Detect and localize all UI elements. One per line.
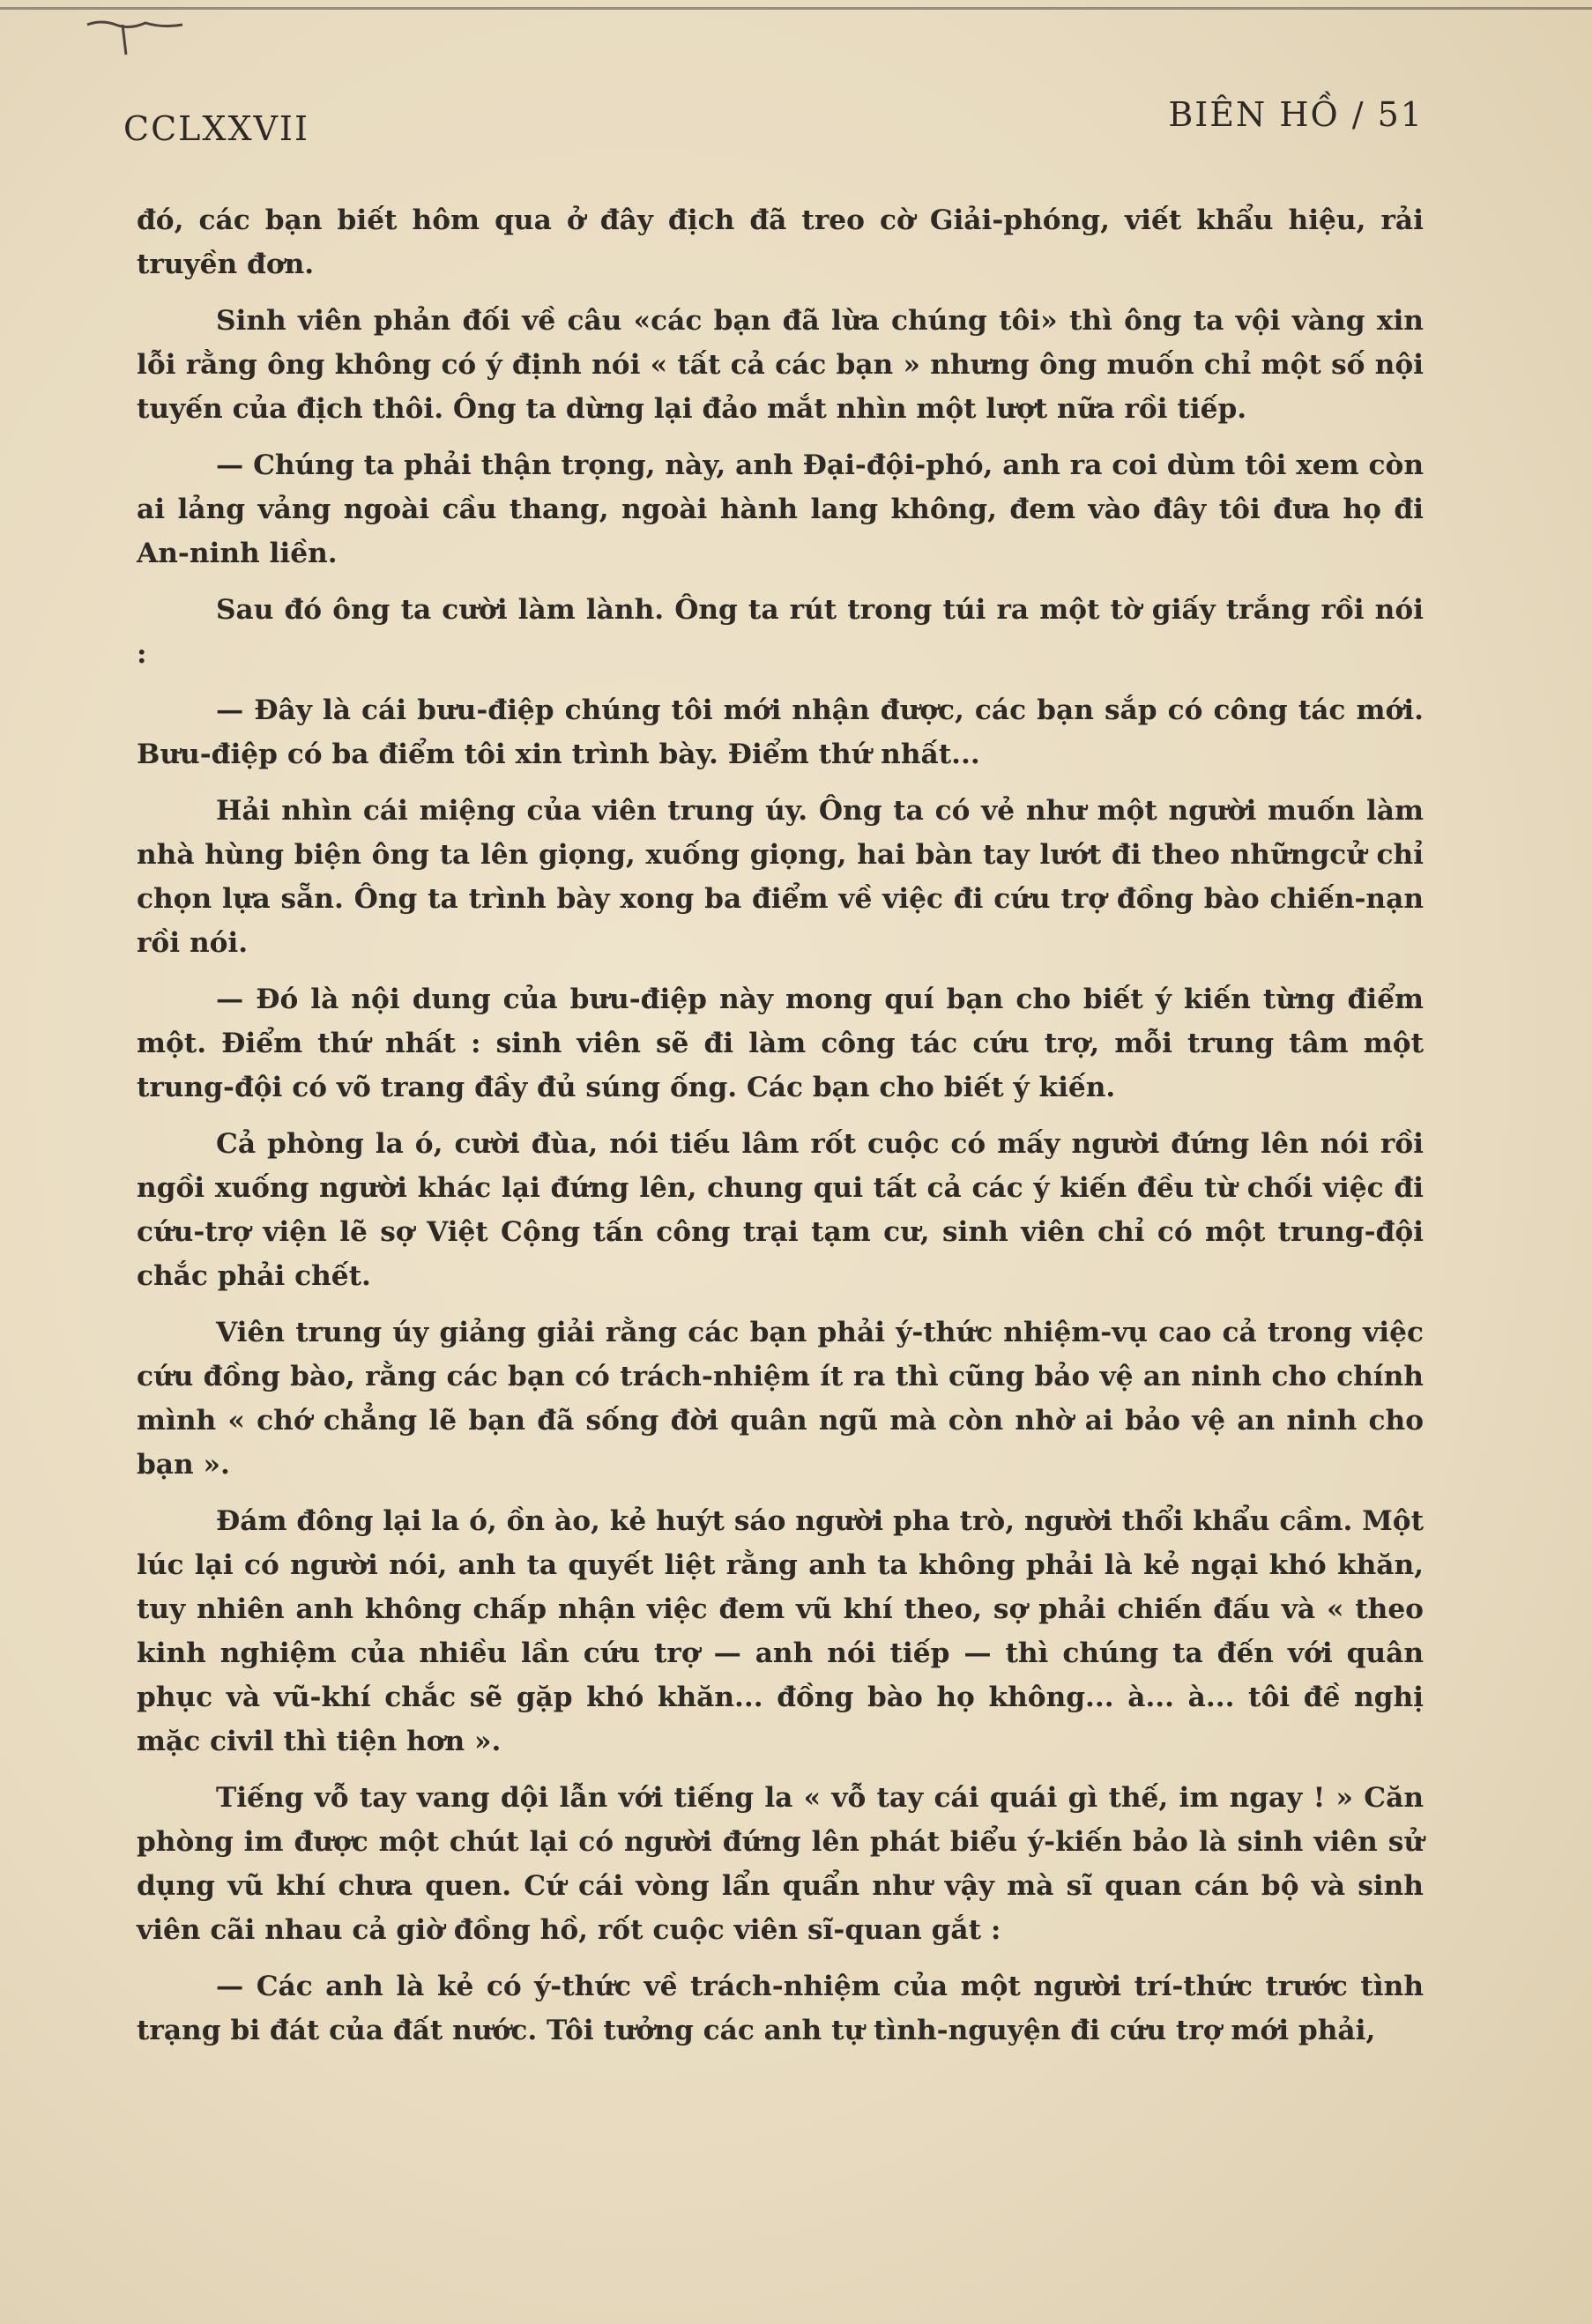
paragraph: Cả phòng la ó, cười đùa, nói tiếu lâm rốt cuộc có mấy người đứng lên nói rồi ngồi xuống người khác lại đứng lên, chung qui tất cả các ý kiến đều từ chối việc đi cứu-trợ viện lẽ sợ Việt Cộng tấn công trại tạm cư, sinh viên chỉ có một trung-đội chắc phải chết. [137,1128,1424,1292]
paragraph: — Chúng ta phải thận trọng, này, anh Đại-đội-phó, anh ra coi dùm tôi xem còn ai lảng vảng ngoài cầu thang, ngoài hành lang không, đem vào đây tôi đưa họ đi An-ninh liền. [137,449,1424,569]
running-title-page-number: BIÊN HỒ / 51 [1168,95,1424,134]
paragraph: Sinh viên phản đối về câu «các bạn đã lừa chúng tôi» thì ông ta vội vàng xin lỗi rằng ông không có ý định nói « tất cả các bạn » nhưng ông muốn chỉ một số nội tuyến của địch thôi. Ông ta dừng lại đảo mắt nhìn một lượt nữa rồi tiếp. [137,305,1424,425]
paragraph: Sau đó ông ta cười làm lành. Ông ta rút trong túi ra một tờ giấy trắng rồi nói : [137,594,1424,670]
chapter-number: CCLXXVII [123,109,309,148]
paragraph: Tiếng vỗ tay vang dội lẫn với tiếng la « vỗ tay cái quái gì thế, im ngay ! » Căn phòng im được một chút lại có người đứng lên phát biểu ý-kiến bảo là sinh viên sử dụng vũ khí chưa quen. Cứ cái vòng lẩn quẩn như vậy mà sĩ quan cán bộ và sinh viên cãi nhau cả giờ đồng hồ, rốt cuộc viên sĩ-quan gắt : [137,1782,1424,1946]
body-text [137,198,1424,2065]
paragraph: — Các anh là kẻ có ý-thức về trách-nhiệm của một người trí-thức trước tình trạng bi đát của đất nước. Tôi tưởng các anh tự tình-nguyện đi cứu trợ mới phải, [137,1971,1424,2046]
paragraph: — Đó là nội dung của bưu-điệp này mong quí bạn cho biết ý kiến từng điểm một. Điểm thứ nhất : sinh viên sẽ đi làm công tác cứu trợ, mỗi trung tâm một trung-đội có võ trang đầy đủ súng ống. Các bạn cho biết ý kiến. [137,984,1424,1103]
page-header [123,95,1424,148]
paragraph: — Đây là cái bưu-điệp chúng tôi mới nhận được, các bạn sắp có công tác mới. Bưu-điệp có ba điểm tôi xin trình bày. Điểm thứ nhất... [137,694,1424,770]
corner-scribble-mark [84,16,190,60]
paragraph: Hải nhìn cái miệng của viên trung úy. Ông ta có vẻ như một người muốn làm nhà hùng biện ông ta lên giọng, xuống giọng, hai bàn tay lướt đi theo nhữngcử chỉ chọn lựa sẵn. Ông ta trình bày xong ba điểm về việc đi cứu trợ đồng bào chiến-nạn rồi nói. [137,795,1424,959]
page-top-edge [0,7,1592,10]
paragraph: Viên trung úy giảng giải rằng các bạn phải ý-thức nhiệm-vụ cao cả trong việc cứu đồng bào, rằng các bạn có trách-nhiệm ít ra thì cũng bảo vệ an ninh cho chính mình « chớ chẳng lẽ bạn đã sống đời quân ngũ mà còn nhờ ai bảo vệ an ninh cho bạn ». [137,1317,1424,1481]
paragraph: đó, các bạn biết hôm qua ở đây địch đã treo cờ Giải-phóng, viết khẩu hiệu, rải truyền đơn. [137,204,1424,280]
paragraph: Đám đông lại la ó, ồn ào, kẻ huýt sáo người pha trò, người thổi khẩu cầm. Một lúc lại có người nói, anh ta quyết liệt rằng anh ta không phải là kẻ ngại khó khăn, tuy nhiên anh không chấp nhận việc đem vũ khí theo, sợ phải chiến đấu và « theo kinh nghiệm của nhiều lần cứu trợ — anh nói tiếp — thì chúng ta đến với quân phục và vũ-khí chắc sẽ gặp khó khăn... đồng bào họ không... à... à... tôi đề nghị mặc civil thì tiện hơn ». [137,1505,1424,1757]
